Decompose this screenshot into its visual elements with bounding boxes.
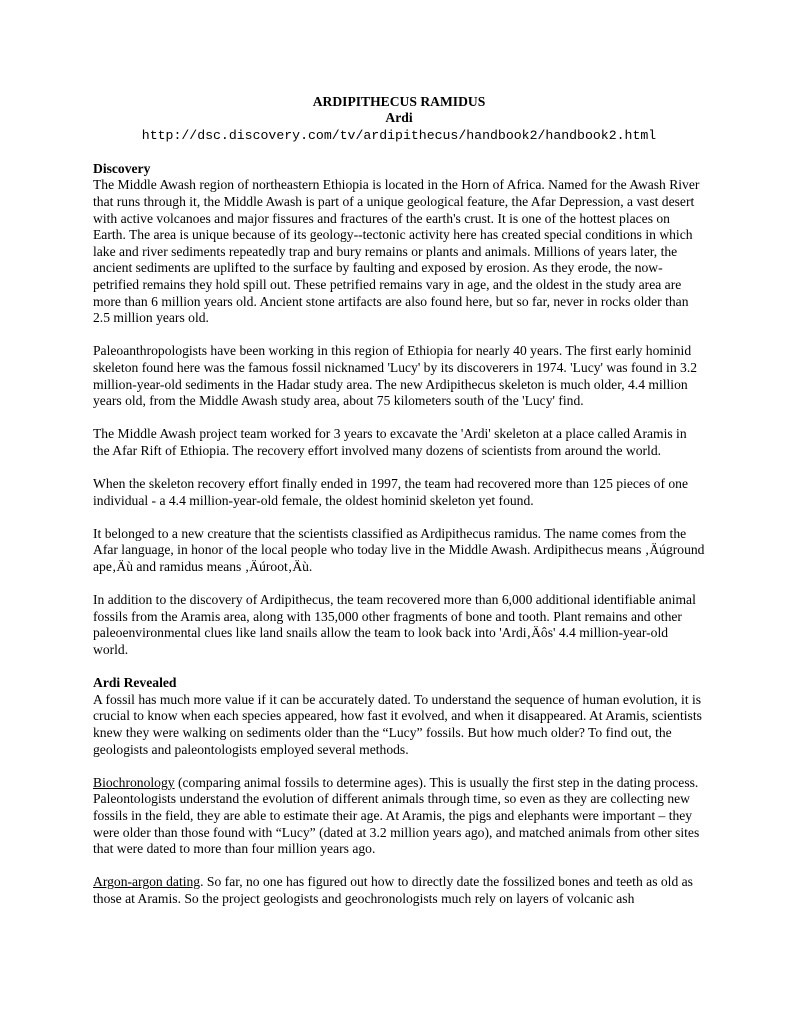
paragraph: The Middle Awash project team worked for 3 years to excavate the 'Ardi' skeleton at a place called Aramis in the Afar Rift of Ethiopia. The recovery effort involved many dozens of scientists from around the world.: [93, 426, 687, 458]
paragraph: When the skeleton recovery effort finally ended in 1997, the team had recovered more than 125 pieces of one individual - a 4.4 million-year-old female, the oldest hominid skeleton yet found.: [93, 476, 688, 508]
document-page: [93, 94, 705, 908]
paragraph: The Middle Awash region of northeastern Ethiopia is located in the Horn of Africa. Named for the Awash River that runs through it, the Middle Awash is part of a unique geological feature, the Afar Depression, a vast desert with active volcanoes and major fissures and fractures of the earth's crust. It is one of the hottest places on Earth. The area is unique because of its geology--tectonic activity here has created special conditions in which lake and river sediments repeatedly trap and bury remains or plants and animals. Millions of years later, the ancient sediments are uplifted to the surface by faulting and exposed by erosion. As they erode, the now-petrified remains they hold spill out. These petrified remains vary in age, and the oldest in the study area are more than 6 million years old. Ancient stone artifacts are also found here, but so far, never in rocks older than 2.5 million years old.: [93, 177, 700, 326]
paragraph-text: (comparing animal fossils to determine ages). This is usually the first step in the dating process. Paleontologists understand the evolution of different animals through time, so even as they are collecting new fossils in the field, they are able to estimate their age. At Aramis, the pigs and elephants were important – they were older than those found with “Lucy” (dated at 3.2 million years ago), and matched animals from other sites that were dated to more than four million years ago.: [93, 774, 700, 857]
source-url[interactable]: http://dsc.discovery.com/tv/ardipithecus/handbook2/handbook2.html: [141, 127, 657, 143]
document-title: ARDIPITHECUS RAMIDUS: [312, 94, 486, 109]
document-subtitle: Ardi: [385, 110, 413, 126]
paragraph: A fossil has much more value if it can be accurately dated. To understand the sequence of human evolution, it is crucial to know when each species appeared, how fast it evolved, and when it disappeared. At Aramis, scientists knew they were walking on sediments older than the “Lucy” fossils. But how much older? To find out, the geologists and paleontologists employed several methods.: [93, 691, 702, 757]
term-argon-argon-dating: Argon-argon dating: [93, 874, 201, 890]
term-biochronology: Biochronology: [93, 774, 175, 790]
paragraph-biochronology: [93, 775, 705, 858]
paragraph: Paleoanthropologists have been working in this region of Ethiopia for nearly 40 years. The first early hominid skeleton found here was the famous fossil nicknamed 'Lucy' by its discoverers in 1974. 'Lucy' was found in 3.2 million-year-old sediments in the Hadar study area. The new Ardipithecus skeleton is much older, 4.4 million years old, from the Middle Awash study area, about 75 kilometers south of the 'Lucy' find.: [93, 343, 698, 409]
section-heading-ardi-revealed: Ardi Revealed: [93, 675, 177, 691]
paragraph: It belonged to a new creature that the scientists classified as Ardipithecus ramidus. The name comes from the Afar language, in honor of the local people who today live in the Middle Awash. Ardipithecus means ‚Äúground ape‚Äù and ramidus means ‚Äúroot‚Äù.: [93, 525, 705, 575]
paragraph: In addition to the discovery of Ardipithecus, the team recovered more than 6,000 additional identifiable animal fossils from the Aramis area, along with 135,000 other fragments of bone and tooth. Plant remains and other paleoenvironmental clues like land snails allow the team to look back into 'Ardi‚Äôs' 4.4 million-year-old world.: [93, 592, 696, 658]
paragraph-text: . So far, no one has figured out how to directly date the fossilized bones and teeth as old as those at Aramis. So the project geologists and geochronologists much rely on layers of volcanic ash: [93, 874, 693, 906]
paragraph-argon-dating: [93, 874, 705, 907]
section-heading-discovery: Discovery: [93, 160, 151, 176]
